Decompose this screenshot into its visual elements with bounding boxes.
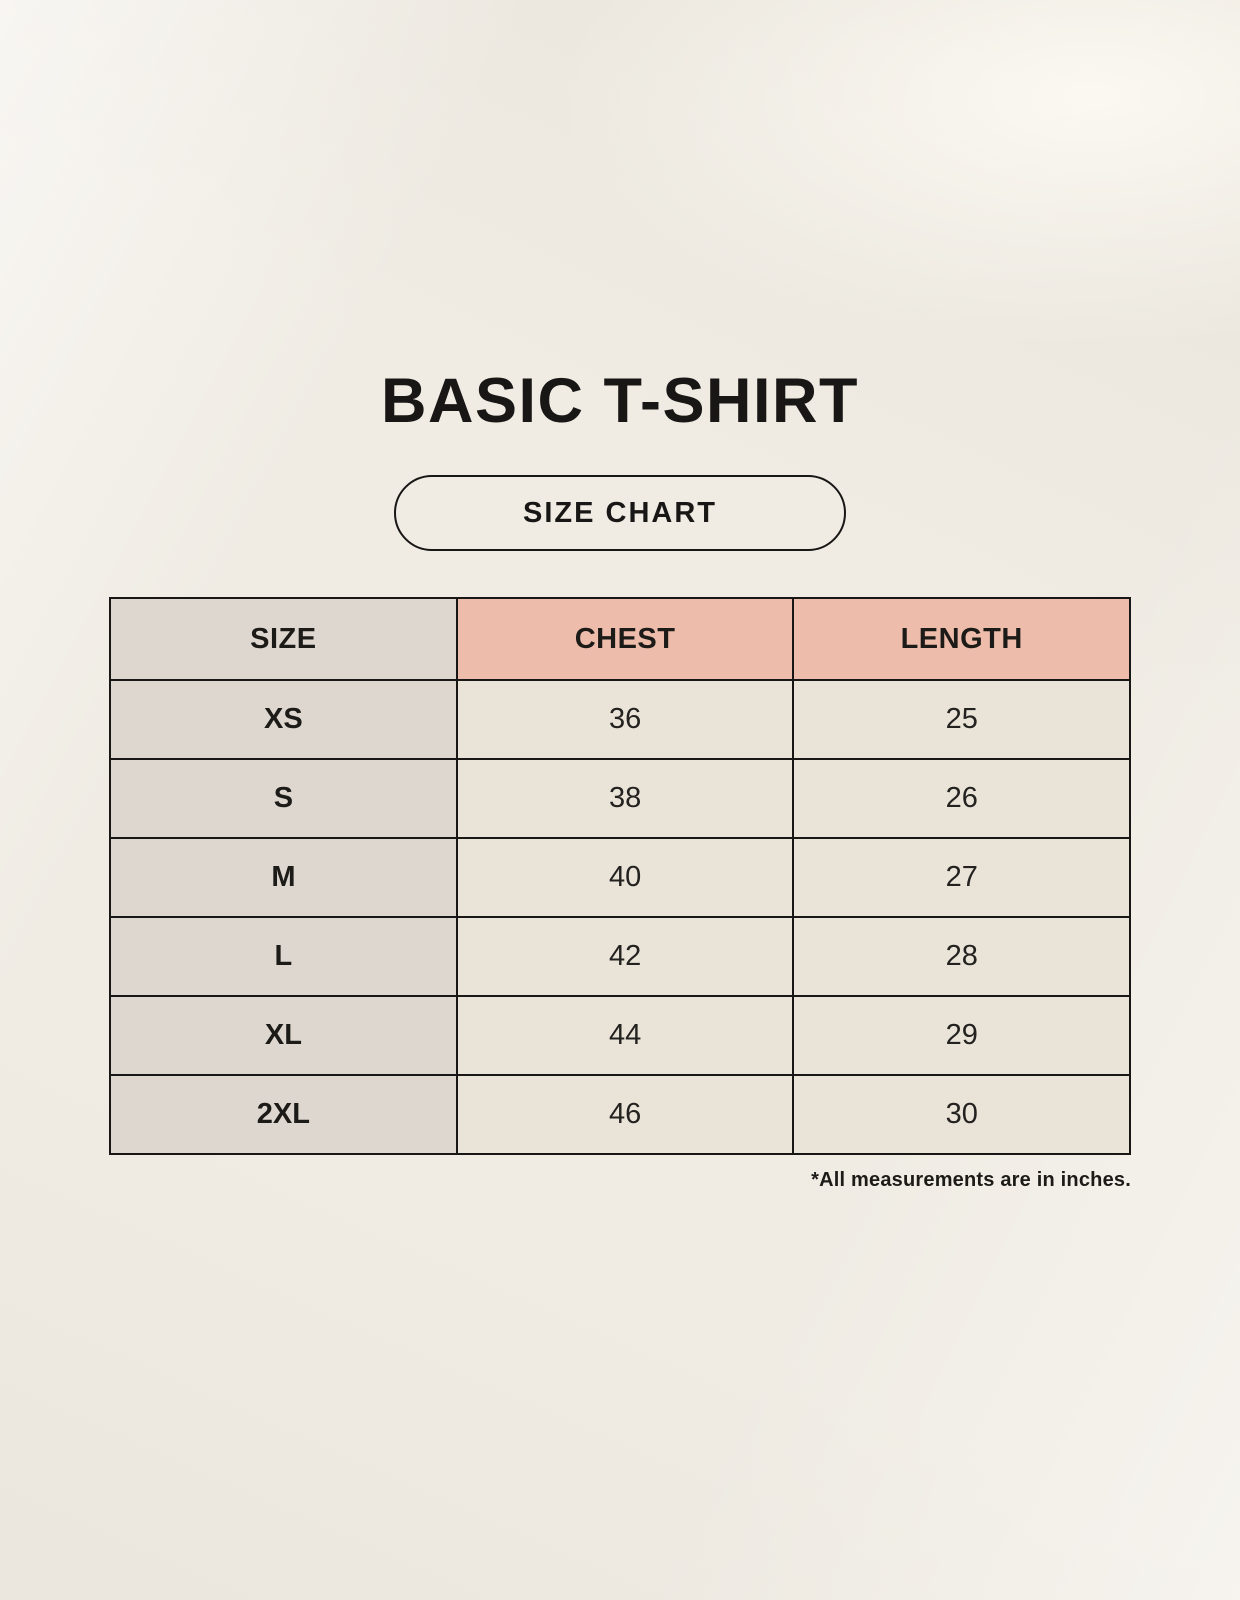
header-cell-chest: CHEST <box>457 598 794 680</box>
length-value: 25 <box>793 680 1130 759</box>
chest-value: 38 <box>457 759 794 838</box>
length-value: 26 <box>793 759 1130 838</box>
measurements-footnote: *All measurements are in inches. <box>811 1169 1131 1191</box>
size-table-header <box>110 598 1130 680</box>
header-cell-length: LENGTH <box>793 598 1130 680</box>
length-value: 29 <box>793 996 1130 1075</box>
size-label: 2XL <box>110 1075 457 1154</box>
table-row <box>110 1075 1130 1154</box>
length-value: 28 <box>793 917 1130 996</box>
size-table-body <box>110 680 1130 1154</box>
chest-value: 46 <box>457 1075 794 1154</box>
size-chart-badge: SIZE CHART <box>394 475 846 551</box>
chest-value: 42 <box>457 917 794 996</box>
table-row <box>110 838 1130 917</box>
header-row <box>110 598 1130 680</box>
length-value: 30 <box>793 1075 1130 1154</box>
size-table <box>109 597 1131 1155</box>
header-cell-size: SIZE <box>110 598 457 680</box>
chest-value: 36 <box>457 680 794 759</box>
size-label: S <box>110 759 457 838</box>
size-label: M <box>110 838 457 917</box>
size-label: XS <box>110 680 457 759</box>
chest-value: 44 <box>457 996 794 1075</box>
table-row <box>110 680 1130 759</box>
table-row <box>110 996 1130 1075</box>
chest-value: 40 <box>457 838 794 917</box>
table-row <box>110 917 1130 996</box>
size-label: XL <box>110 996 457 1075</box>
length-value: 27 <box>793 838 1130 917</box>
table-row <box>110 759 1130 838</box>
size-label: L <box>110 917 457 996</box>
product-title: BASIC T-SHIRT <box>380 366 859 436</box>
